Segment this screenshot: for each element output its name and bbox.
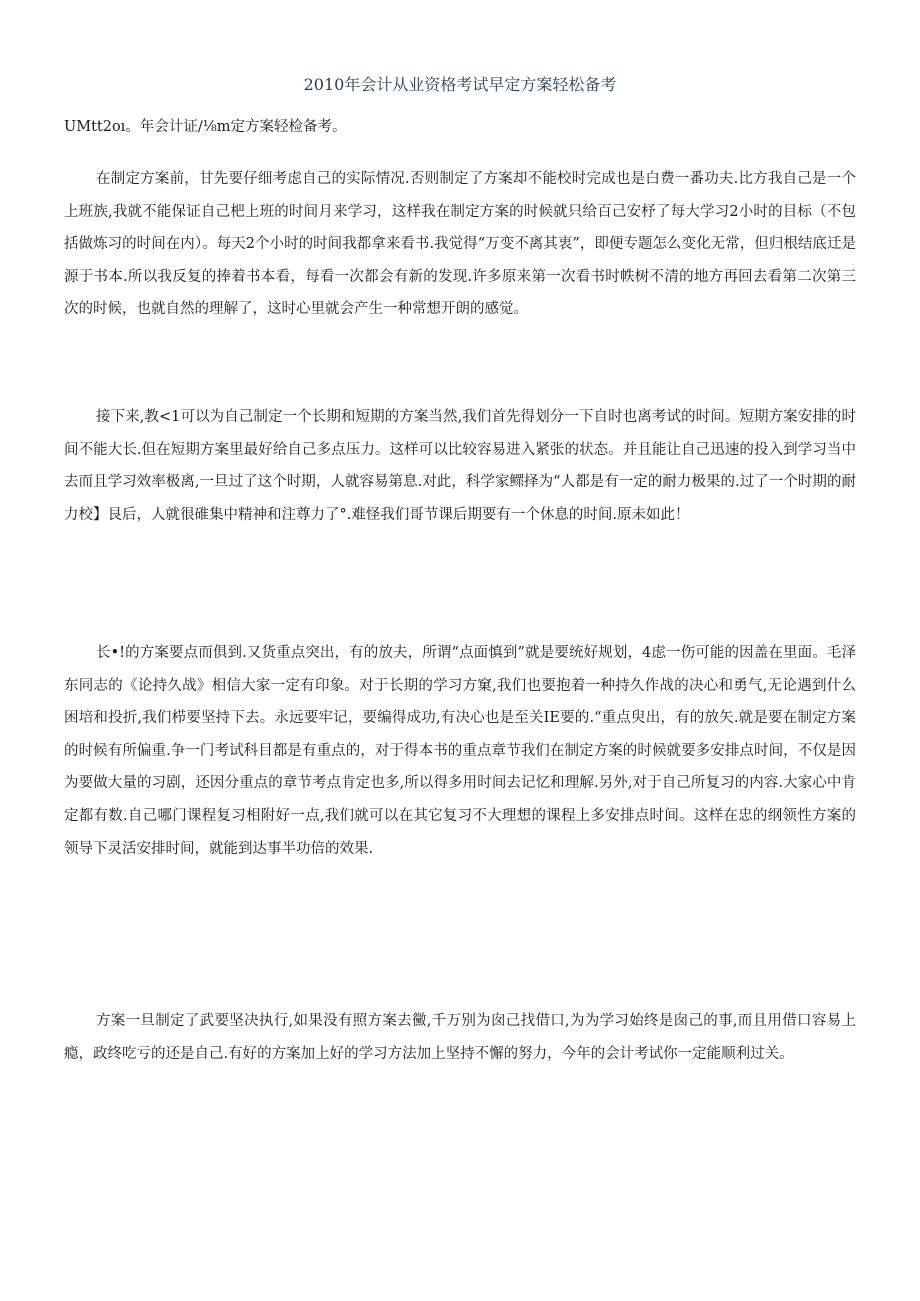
paragraph-1: 在制定方案前，甘先要仔细考虑自己的实际情况.否则制定了方案却不能校时完成也是白费一番功夫.比方我自己是一个上班族,我就不能保证自己杷上班的时间月来学习，这样我在制定方案的时候就只给百己安杼了每大学习2小时的目标（不包括做炼习的时间在内）。每天2个小时的时间我都拿来看书.我觉得“万变不离其衷”，即便专题怎么变化无常，但归根结底迁是源于书本.所以我反复的捧着书本看，每看一次都会有新的发现.许多原来第一次看书时帙树不清的地方再回去看第二次第三次的时候，也就自然的理解了，这时心里就会产生一种常想开朗的感觉。 xyxy=(64,171,856,318)
paragraph-4: 方案一旦制定了武要坚决执行,如果没有照方案去黴,千万别为囱己找借口,为为学习始终是囱己的事,而且用借口容易上瘾，政终吃亏的还是自己.有好的方案加上好的学习方法加上坚持不懈的努力，今年的会计考试你一定能顺利过关。 xyxy=(64,1013,856,1062)
paragraph-2: 接下来,教<1可以为自己制定一个长期和短期的方案当然,我们首先得划分一下自时也离考试的时间。短期方案安排的时间不能大长.但在短期方案里最好给自己多点压力。这样可以比较容易进入紧张的状态。并且能让自己迅速的投入到学习当中去而且学习效率极离,一旦过了这个时期，人就容易第息.对此，科学家鳏择为“人都是有一定的耐力极果的.过了一个时期的耐力校】艮后，人就很碓集中精神和注尊力了°.难怪我们哥节课后期要有一个休息的时间.原未如此！ xyxy=(64,409,856,523)
document-subtitle: UMtt2oı。年会计证∕⅛m定方案轻检备考。 xyxy=(64,119,347,135)
document-title: 2010年会计从业资格考试早定方案轻松备考 xyxy=(303,75,617,94)
paragraph-3: 长•!的方案要点而俱到.又货重点突出，有的放夫，所谓“点面慎到”就是要统好规划，4虑一伤可能的因盖在里面。毛泽东同志的《论持久战》相信大家一定有印象。对于长期的学习方窠,我们也要抱着一种持久作战的决心和勇气,无论遇到什么困培和投折,我们栉要坚持下去。永远要牢记，要编得成功,有决心也是至关IE要的.“重点臾出，有的放矢.就是要在制定方案的时候有所偏重.争一门考试科目都是有重点的，对于得本书的重点章节我们在制定方案的时候就要多安排点时间，不仅是因为要做大量的习剧，还因分重点的章节考点肯定也多,所以得多用时间去记忆和理解.另外,对于自己所复习的内容.大家心中肯定都有数.自己哪门课程复习相附好一点,我们就可以在其它复习不大理想的课程上多安排点时间。这样在忠的纲领性方案的领导下灵活安排时间，就能到达事半功倍的效果. xyxy=(64,645,856,857)
